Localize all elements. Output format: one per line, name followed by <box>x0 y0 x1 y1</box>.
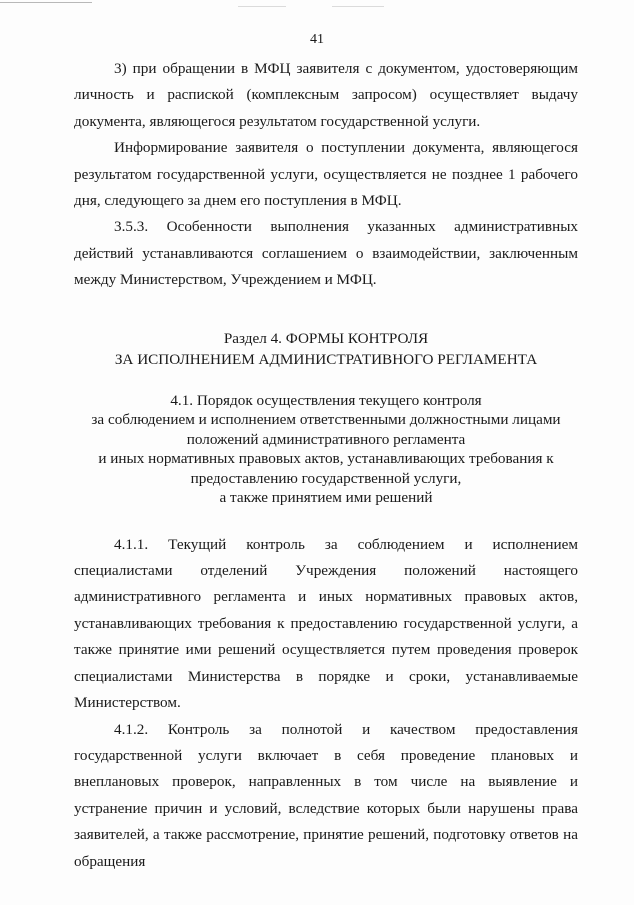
scan-artifact-top-right <box>332 6 384 7</box>
section-heading <box>74 328 578 370</box>
section-title-line-2: ЗА ИСПОЛНЕНИЕМ АДМИНИСТРАТИВНОГО РЕГЛАМЕНТА <box>114 350 538 368</box>
subsection-heading <box>74 391 578 508</box>
page-number: 41 <box>310 32 324 47</box>
subsection-title-line: 4.1. Порядок осуществления текущего контроля <box>170 391 482 409</box>
document-body <box>74 56 578 875</box>
subsection-title-line: за соблюдением и исполнением ответственными должностными лицами <box>91 411 561 429</box>
subsection-title-line: и иных нормативных правовых актов, устанавливающих требования к <box>98 450 554 468</box>
subsection-title-line: положений административного регламента <box>186 430 466 448</box>
scan-artifact-top-center <box>238 6 286 7</box>
section-title-line-1: Раздел 4. ФОРМЫ КОНТРОЛЯ <box>223 329 429 347</box>
paragraph-4-1-1: 4.1.1. Текущий контроль за соблюдением и исполнением специалистами отделений Учреждения положений настоящего административного регламента и иных нормативных правовых актов, устанавливающих требования к предоставлению государственной услуги, а также принятие ими решений осуществляется путем проведения проверок специалистами Министерства в порядке и сроки, устанавливаемые Министерством. <box>74 535 578 712</box>
subsection-title-line: а также принятием ими решений <box>219 489 433 507</box>
paragraph-informing: Информирование заявителя о поступлении документа, являющегося результатом государственной услуги, осуществляется не позднее 1 рабочего дня, следующего за днем его поступления в МФЦ. <box>74 139 578 210</box>
paragraph-3-5-3: 3.5.3. Особенности выполнения указанных административных действий устанавливаются соглашением о взаимодействии, заключенным между Министерством, Учреждением и МФЦ. <box>74 218 578 289</box>
paragraph-4-1-2: 4.1.2. Контроль за полнотой и качеством предоставления государственной услуги включает в себя проведение плановых и внеплановых проверок, направленных в том числе на выявление и устранение причин и условий, вследствие которых были нарушены права заявителей, а также рассмотрение, принятие решений, подготовку ответов на обращения <box>74 720 578 870</box>
scan-artifact-top-left <box>0 2 92 3</box>
paragraph-item-3: 3) при обращении в МФЦ заявителя с документом, удостоверяющим личность и распиской (комплексным запросом) осуществляет выдачу документа, являющегося результатом государственной услуги. <box>74 60 578 130</box>
subsection-title-line: предоставлению государственной услуги, <box>190 469 462 487</box>
section-4-body <box>74 532 578 875</box>
